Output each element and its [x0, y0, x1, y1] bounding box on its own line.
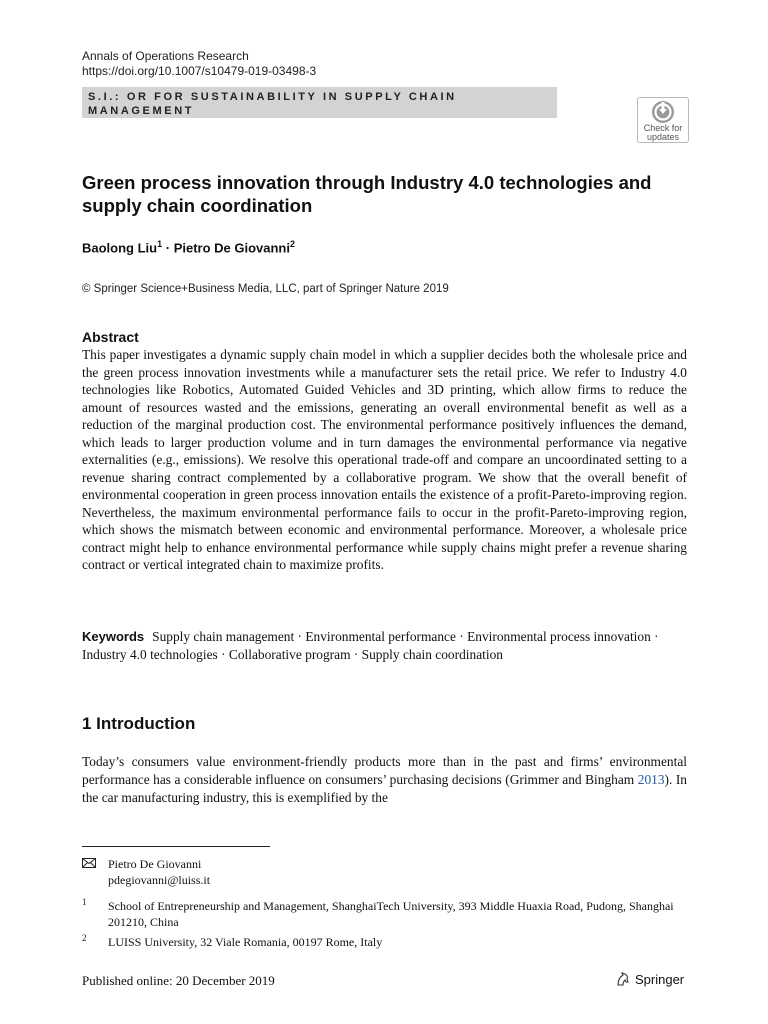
- copyright-notice: © Springer Science+Business Media, LLC, part of Springer Nature 2019: [82, 283, 449, 295]
- affiliation-1-number: 1: [82, 897, 87, 907]
- article-title: Green process innovation through Industry 4.0 technologies and supply chain coordination: [82, 172, 652, 216]
- contact-email[interactable]: pdegiovanni@luiss.it: [108, 873, 211, 887]
- intro-text-before: Today’s consumers value environment-friendly products more than in the past and firms’ environmental performance has a considerable influence on consumers’ purchasing decisions (Grimmer and Bingham: [82, 754, 687, 787]
- author-1[interactable]: Baolong Liu: [82, 240, 158, 256]
- affiliation-2-number: 2: [82, 933, 87, 943]
- author-separator: ·: [162, 240, 174, 256]
- citation-link[interactable]: 2013: [637, 772, 665, 787]
- author-2-affiliation: 2: [290, 239, 296, 249]
- journal-header: [82, 49, 316, 79]
- affiliation-2-text: LUISS University, 32 Viale Romania, 00197 Rome, Italy: [108, 935, 383, 949]
- publisher-logo: [615, 971, 684, 987]
- footnote-divider: [82, 846, 270, 847]
- corresponding-author: [82, 856, 210, 888]
- introduction-paragraph: [82, 753, 687, 807]
- abstract-heading: Abstract: [82, 329, 139, 345]
- affiliation-1: [82, 898, 687, 930]
- abstract-text: This paper investigates a dynamic supply chain model in which a supplier decides both the wholesale price and the green process innovation investments while a manufacturer sets the retail price. We refer to Industry 4.0 technologies like Robotics, Automated Guided Vehicles and 3D printing, which allow firms to reduce the amount of resources wasted and the emissions, generating an overall environmental benefit as well as a reduction of the marginal production cost. The environmental performance positively influences the demand, which leads to larger production volume and in turn damages the environmental performance via negative externalities (e.g., emissions). We resolve this operational trade-off and compare an uncoordinated setting to a revenue sharing contract complemented by a collaborative program. We show that the overall benefit of environmental cooperation in green process innovation entails the existence of a profit-Pareto-improving region. Nevertheless, the maximum environmental performance fails to occur in the profit-Pareto-improving region, which shows the mismatch between economic and environmental performance. Moreover, a wholesale price contract might help to enhance environmental performance while supply chains might prefer a revenue sharing contract or vertical integrated chain to maximize profits.: [82, 347, 687, 572]
- intro-text-after: ). In the car manufacturing industry, this is exemplified by the: [82, 772, 688, 805]
- section-heading-introduction: 1 Introduction: [82, 714, 196, 733]
- check-for-updates-badge[interactable]: [637, 97, 689, 143]
- check-updates-icon: [651, 100, 675, 124]
- springer-horse-icon: [615, 971, 631, 987]
- check-updates-line2: updates: [646, 132, 680, 142]
- author-list: [82, 239, 295, 255]
- special-issue-banner: S.I.: OR FOR SUSTAINABILITY IN SUPPLY CHAIN MANAGEMENT: [82, 87, 557, 118]
- affiliation-1-text: School of Entrepreneurship and Management, ShanghaiTech University, 393 Middle Huaxia Road, Pudong, Shanghai 201210, China: [108, 899, 674, 929]
- envelope-icon: [82, 858, 96, 868]
- author-2[interactable]: Pietro De Giovanni: [173, 240, 290, 256]
- journal-name: Annals of Operations Research: [82, 49, 249, 63]
- doi-link[interactable]: https://doi.org/10.1007/s10479-019-03498-3: [82, 64, 317, 78]
- contact-name: Pietro De Giovanni: [108, 857, 202, 871]
- keywords-block: [82, 628, 687, 664]
- author-1-affiliation: 1: [157, 239, 163, 249]
- publisher-name: Springer: [635, 971, 685, 987]
- keywords-label: Keywords: [82, 629, 145, 644]
- published-date: Published online: 20 December 2019: [82, 973, 275, 988]
- check-updates-line1: Check for: [643, 123, 683, 133]
- keywords-text: Supply chain management · Environmental performance · Environmental process innovation · Industry 4.0 technologies · Collaborative program · Supply chain coordination: [82, 629, 659, 662]
- affiliation-2: [82, 934, 687, 950]
